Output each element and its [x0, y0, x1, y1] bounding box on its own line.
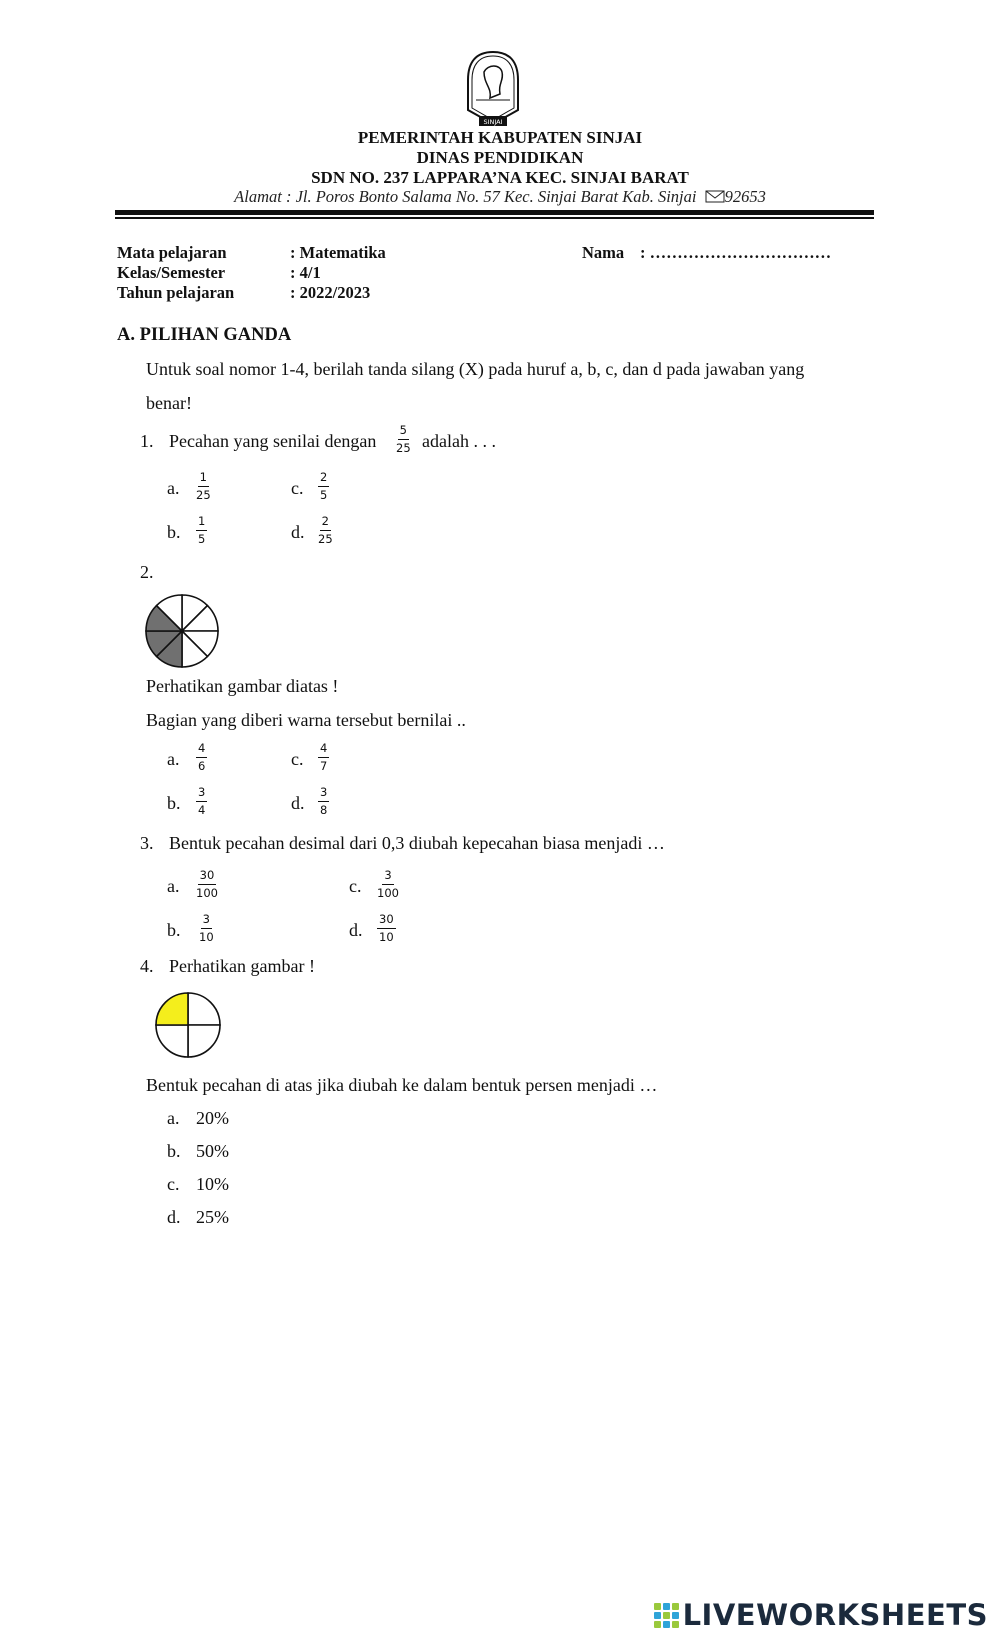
header-address-line — [0, 187, 1000, 207]
liveworksheets-logo — [654, 1598, 988, 1632]
q1-fraction-denominator: 25 — [396, 441, 411, 455]
q1-option-a-label[interactable]: a. — [167, 478, 180, 498]
header-address: Alamat : Jl. Poros Bonto Salama No. 57 Kec. Sinjai Barat Kab. Sinjai — [234, 187, 697, 206]
year-value: : 2022/2023 — [290, 283, 371, 302]
q1-text: Pecahan yang senilai dengan — [169, 431, 377, 451]
fraction-numerator: 4 — [196, 742, 207, 758]
q4-circle-sector-3 — [156, 1025, 188, 1057]
q2-option-c-label[interactable]: c. — [291, 749, 304, 769]
q2-fraction-pie — [143, 592, 221, 670]
q3-option-a-fraction[interactable] — [196, 869, 218, 900]
q4-circle-sector-2 — [188, 1025, 220, 1057]
fraction-numerator: 30 — [198, 869, 217, 885]
q1-text-after: adalah . . . — [422, 431, 496, 451]
name-field[interactable]: : …………………………… — [640, 243, 832, 262]
q4-option-c-label[interactable]: c. — [167, 1174, 180, 1194]
header-government: PEMERINTAH KABUPATEN SINJAI — [357, 128, 643, 147]
q4-option-a-label[interactable]: a. — [167, 1108, 180, 1128]
q2-option-c-fraction[interactable] — [318, 742, 329, 773]
q4-circle-sector-1 — [188, 993, 220, 1025]
q4-question: Bentuk pecahan di atas jika diubah ke dalam bentuk persen menjadi … — [146, 1075, 658, 1095]
q4-circle-sector-4 — [156, 993, 188, 1025]
q3-option-b-label[interactable]: b. — [167, 920, 181, 940]
fraction-denominator: 5 — [198, 532, 206, 546]
q4-fraction-circle — [153, 990, 223, 1060]
q2-text-2: Bagian yang diberi warna tersebut bernilai .. — [146, 710, 466, 730]
fraction-numerator: 3 — [382, 869, 393, 885]
q3-number: 3. — [140, 833, 154, 853]
q4-option-a-value[interactable]: 20% — [196, 1108, 229, 1128]
q2-option-a-label[interactable]: a. — [167, 749, 180, 769]
q3-option-d-label[interactable]: d. — [349, 920, 363, 940]
q1-option-c-label[interactable]: c. — [291, 478, 304, 498]
q4-option-b-value[interactable]: 50% — [196, 1141, 229, 1161]
q2-text-1: Perhatikan gambar diatas ! — [146, 676, 339, 696]
fraction-denominator: 5 — [320, 488, 328, 502]
q4-option-c-value[interactable]: 10% — [196, 1174, 229, 1194]
liveworksheets-grid-icon — [654, 1603, 679, 1628]
q1-number: 1. — [140, 431, 154, 451]
fraction-numerator: 3 — [196, 786, 207, 802]
class-value: : 4/1 — [290, 263, 321, 282]
fraction-denominator: 100 — [196, 886, 218, 900]
year-label: Tahun pelajaran — [117, 283, 235, 302]
fraction-denominator: 25 — [196, 488, 211, 502]
instruction-line-2: benar! — [146, 393, 192, 413]
q2-option-a-fraction[interactable] — [196, 742, 207, 773]
q1-option-d-label[interactable]: d. — [291, 522, 305, 542]
fraction-denominator: 4 — [198, 803, 206, 817]
q3-option-c-label[interactable]: c. — [349, 876, 362, 896]
q1-option-a-fraction[interactable] — [196, 471, 211, 502]
liveworksheets-text: LIVEWORKSHEETS — [682, 1598, 988, 1632]
fraction-numerator: 2 — [320, 515, 331, 531]
name-label: Nama — [582, 243, 625, 262]
fraction-denominator: 100 — [377, 886, 399, 900]
q2-option-d-label[interactable]: d. — [291, 793, 305, 813]
q4-option-d-value[interactable]: 25% — [196, 1207, 229, 1227]
fraction-denominator: 7 — [320, 759, 328, 773]
q3-option-b-fraction[interactable] — [199, 913, 214, 944]
fraction-denominator: 10 — [199, 930, 214, 944]
q1-fraction — [396, 424, 411, 455]
fraction-numerator: 1 — [196, 515, 207, 531]
fraction-numerator: 1 — [198, 471, 209, 487]
instruction-line-1: Untuk soal nomor 1-4, berilah tanda silang (X) pada huruf a, b, c, dan d pada jawaban yang — [146, 359, 805, 379]
q4-number: 4. — [140, 956, 154, 976]
q2-option-b-fraction[interactable] — [196, 786, 207, 817]
q1-option-d-fraction[interactable] — [318, 515, 333, 546]
q1-option-c-fraction[interactable] — [318, 471, 329, 502]
header-postal-code: 92653 — [724, 187, 766, 206]
school-emblem-logo — [462, 50, 524, 130]
subject-label: Mata pelajaran — [117, 243, 227, 262]
header-school: SDN NO. 237 LAPPARA’NA KEC. SINJAI BARAT — [311, 168, 689, 187]
header-department: DINAS PENDIDIKAN — [416, 148, 584, 167]
class-label: Kelas/Semester — [117, 263, 226, 282]
fraction-numerator: 4 — [318, 742, 329, 758]
q3-option-a-label[interactable]: a. — [167, 876, 180, 896]
fraction-numerator: 30 — [377, 913, 396, 929]
header-divider-thick — [115, 210, 874, 215]
fraction-numerator: 3 — [318, 786, 329, 802]
q3-option-c-fraction[interactable] — [377, 869, 399, 900]
q3-option-d-fraction[interactable] — [377, 913, 396, 944]
q4-text: Perhatikan gambar ! — [169, 956, 315, 976]
q1-option-b-label[interactable]: b. — [167, 522, 181, 542]
q3-text: Bentuk pecahan desimal dari 0,3 diubah kepecahan biasa menjadi … — [169, 833, 665, 853]
fraction-denominator: 25 — [318, 532, 333, 546]
q4-option-d-label[interactable]: d. — [167, 1207, 181, 1227]
fraction-denominator: 10 — [379, 930, 394, 944]
logo-text: SINJAI — [483, 118, 503, 126]
q2-number: 2. — [140, 562, 154, 582]
q1-option-b-fraction[interactable] — [196, 515, 207, 546]
header-divider-thin — [115, 217, 874, 219]
fraction-denominator: 6 — [198, 759, 206, 773]
fraction-denominator: 8 — [320, 803, 328, 817]
section-title: A. PILIHAN GANDA — [117, 325, 292, 345]
q2-option-b-label[interactable]: b. — [167, 793, 181, 813]
subject-value: : Matematika — [290, 243, 386, 262]
q2-option-d-fraction[interactable] — [318, 786, 329, 817]
q4-option-b-label[interactable]: b. — [167, 1141, 181, 1161]
fraction-numerator: 3 — [201, 913, 212, 929]
envelope-icon — [705, 190, 725, 203]
q1-fraction-numerator: 5 — [398, 424, 409, 440]
fraction-numerator: 2 — [318, 471, 329, 487]
